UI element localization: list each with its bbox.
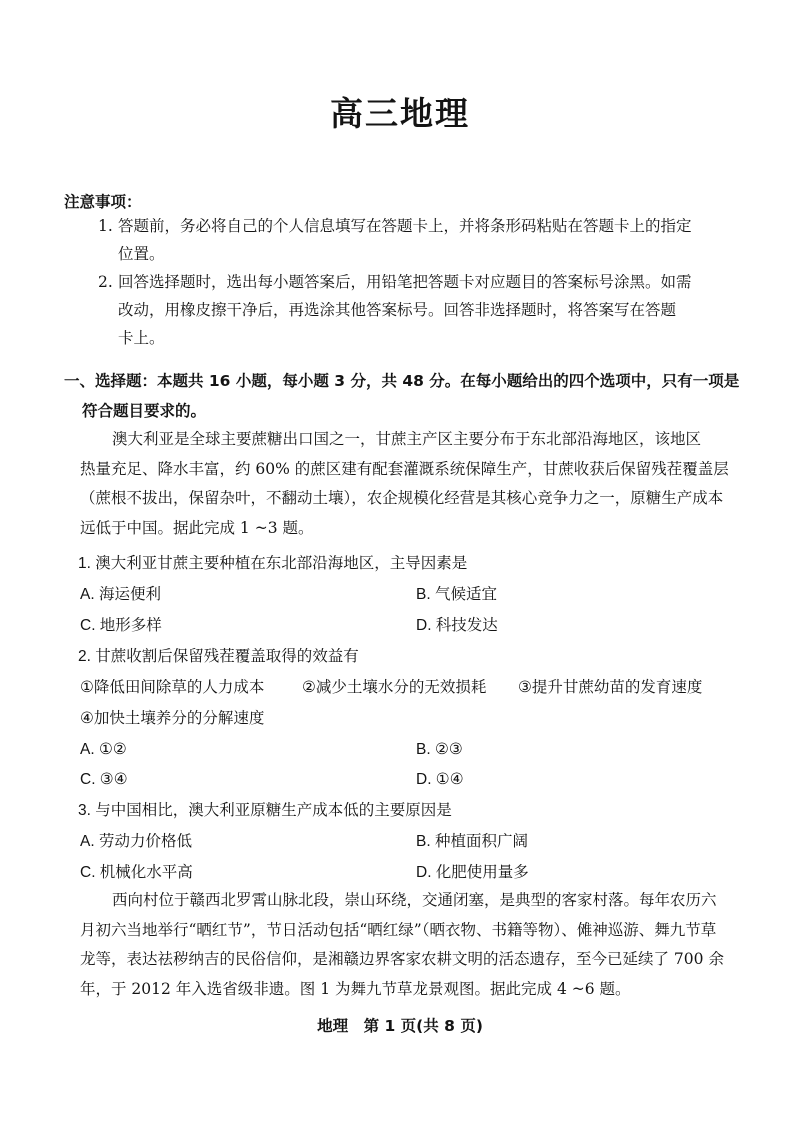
question-3-option-d[interactable]: D. 化肥使用量多	[416, 864, 529, 881]
page-footer: 地理 第 1 页(共 8 页)	[317, 1017, 483, 1035]
passage-line: 远低于中国。据此完成 1 ~3 题。	[80, 518, 314, 537]
notice-line: 位置。	[118, 245, 165, 263]
passage-line: 热量充足、降水丰富，约 60% 的蔗区建有配套灌溉系统保障生产，甘蔗收获后保留残茬覆盖层	[80, 459, 729, 478]
notice-line: 改动，用橡皮擦干净后，再选涂其他答案标号。回答非选择题时，将答案写在答题	[118, 301, 677, 319]
question-3-stem: 3. 与中国相比，澳大利亚原糖生产成本低的主要原因是	[78, 802, 452, 819]
question-2-stem: 2. 甘蔗收割后保留残茬覆盖取得的效益有	[78, 648, 359, 665]
question-3-option-a[interactable]: A. 劳动力价格低	[80, 833, 192, 850]
passage-line: （蔗根不拔出，保留杂叶，不翻动土壤），农企规模化经营是其核心竞争力之一，原糖生产成本	[80, 489, 724, 507]
passage-line: 龙等，表达祛秽纳吉的民俗信仰，是湘赣边界客家农耕文明的活态遗存，至今已延续了 700 余	[80, 950, 724, 968]
question-1-option-c[interactable]: C. 地形多样	[80, 617, 162, 634]
section-heading-line: 符合题目要求的。	[82, 402, 207, 420]
question-3-option-c[interactable]: C. 机械化水平高	[80, 864, 193, 881]
notice-number: 1.	[98, 217, 113, 235]
question-2-statement-3: ③提升甘蔗幼苗的发育速度	[518, 679, 703, 696]
notice-item-1	[80, 212, 740, 268]
passage-line: 西向村位于赣西北罗霄山脉北段，崇山环绕，交通闭塞，是典型的客家村落。每年农历六	[112, 891, 717, 909]
passage-line: 月初六当地举行“晒红节”，节日活动包括“晒红绿”（晒衣物、书籍等物）、傩神巡游、舞九节草	[80, 920, 717, 939]
question-1-option-d[interactable]: D. 科技发达	[416, 617, 498, 634]
notice-line: 卡上。	[118, 329, 165, 347]
question-2-option-d[interactable]: D. ①④	[416, 771, 464, 788]
question-1-stem: 1. 澳大利亚甘蔗主要种植在东北部沿海地区，主导因素是	[78, 555, 468, 572]
question-2-option-c[interactable]: C. ③④	[80, 771, 128, 788]
passage-line: 年，于 2012 年入选省级非遗。图 1 为舞九节草龙景观图。据此完成 4 ~6 题。	[80, 979, 631, 998]
notice-line: 答题前，务必将自己的个人信息填写在答题卡上，并将条形码粘贴在答题卡上的指定	[118, 217, 692, 235]
question-1-option-a[interactable]: A. 海运便利	[80, 586, 161, 603]
passage-village-festival	[80, 886, 740, 1004]
question-2-statement-2: ②减少土壤水分的无效损耗	[302, 679, 487, 696]
page-title: 高三地理	[330, 94, 470, 133]
passage-sugarcane	[80, 425, 740, 543]
notice-item-2	[80, 268, 740, 352]
question-2-option-a[interactable]: A. ①②	[80, 741, 127, 758]
passage-line: 澳大利亚是全球主要蔗糖出口国之一，甘蔗主产区主要分布于东北部沿海地区，该地区	[112, 430, 702, 448]
question-1-option-b[interactable]: B. 气候适宜	[416, 586, 497, 603]
section-heading	[64, 366, 740, 426]
question-3-option-b[interactable]: B. 种植面积广阔	[416, 833, 528, 850]
section-heading-line: 一、选择题：本题共 16 小题，每小题 3 分，共 48 分。在每小题给出的四个选项中，只有一项是	[64, 372, 740, 390]
question-2-statement-4: ④加快土壤养分的分解速度	[80, 710, 265, 727]
notice-number: 2.	[98, 273, 113, 291]
question-2-option-b[interactable]: B. ②③	[416, 741, 463, 758]
question-2-statement-1: ①降低田间除草的人力成本	[80, 679, 265, 696]
notice-line: 回答选择题时，选出每小题答案后，用铅笔把答题卡对应题目的答案标号涂黑。如需	[118, 273, 692, 291]
notice-header: 注意事项：	[64, 193, 142, 211]
